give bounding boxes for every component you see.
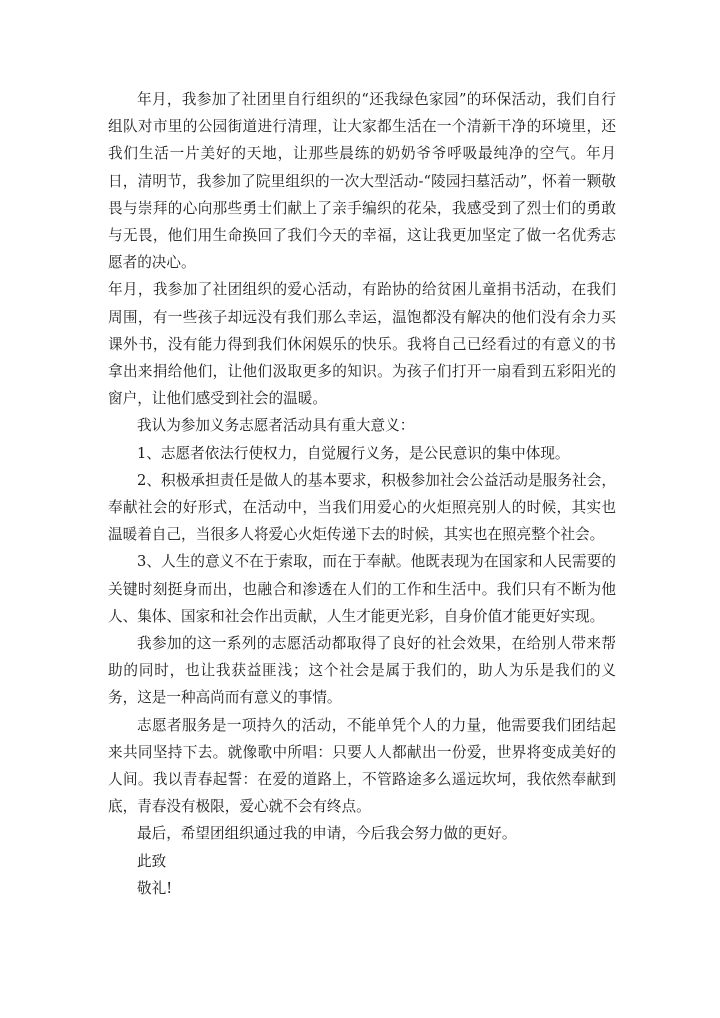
paragraph-point-3: 3、人生的意义不在于索取，而在于奉献。他既表现为在国家和人民需要的关键时刻挺身而出，也融合和渗透在人们的工作和生活中。我们只有不断为他人、集体、国家和社会作出贡献，人生才能更光彩，自身价值才能更好实现。 bbox=[108, 553, 616, 625]
paragraph-point-1: 1、志愿者依法行使权力，自觉履行义务，是公民意识的集中体现。 bbox=[137, 444, 570, 462]
paragraph-environmental-activity: 年月，我参加了社团里自行组织的“还我绿色家园”的环保活动，我们自行组队对市里的公园街道进行清理，让大家都生活在一个清新干净的环境里，还我们生活一片美好的天地，让那些晨练的奶奶爷爷呼吸最纯净的空气。年月日，清明节，我参加了院里组织的一次大型活动-“陵园扫墓活动”，怀着一颗敬畏与崇拜的心向那些勇士们献上了亲手编织的花朵，我感受到了烈士们的勇敢与无畏，他们用生命换回了我们今天的幸福，这让我更加坚定了做一名优秀志愿者的决心。 bbox=[108, 91, 616, 272]
paragraph-point-2: 2、积极承担责任是做人的基本要求，积极参加社会公益活动是服务社会，奉献社会的好形式，在活动中，当我们用爱心的火炬照亮别人的时候，其实也温暖着自己，当很多人将爱心火炬传递下去的时候，其实也在照亮整个社会。 bbox=[108, 471, 616, 544]
paragraph-final-wish: 最后，希望团组织通过我的申请，今后我会努力做的更好。 bbox=[137, 825, 517, 843]
paragraph-results: 我参加的这一系列的志愿活动都取得了良好的社会效果，在给别人带来帮助的同时，也让我获益匪浅；这个社会是属于我们的，助人为乐是我们的义务，这是一种高尚而有意义的事情。 bbox=[108, 635, 616, 707]
paragraph-charity-activity: 年月，我参加了社团组织的爱心活动，有跆协的给贫困儿童捐书活动，在我们周围，有一些孩子却远没有我们那么幸运，温饱都没有解决的他们没有余力买课外书，没有能力得到我们休闲娱乐的快乐。我将自己已经看过的有意义的书拿出来捐给他们，让他们汲取更多的知识。为孩子们打开一扇看到五彩阳光的窗户，让他们感受到社会的温暖。 bbox=[108, 281, 616, 408]
closing-regards: 敬礼! bbox=[137, 879, 173, 897]
document-page bbox=[108, 86, 616, 902]
paragraph-persistence: 志愿者服务是一项持久的活动，不能单凭个人的力量，他需要我们团结起来共同坚持下去。就像歌中所唱：只要人人都献出一份爱，世界将变成美好的人间。我以青春起誓：在爱的道路上，不管路途多么遥远坎坷，我依然奉献到底，青春没有极限，爱心就不会有终点。 bbox=[108, 716, 616, 816]
closing-salutation: 此致 bbox=[137, 852, 167, 870]
paragraph-significance-intro: 我认为参加义务志愿者活动具有重大意义： bbox=[137, 417, 415, 435]
